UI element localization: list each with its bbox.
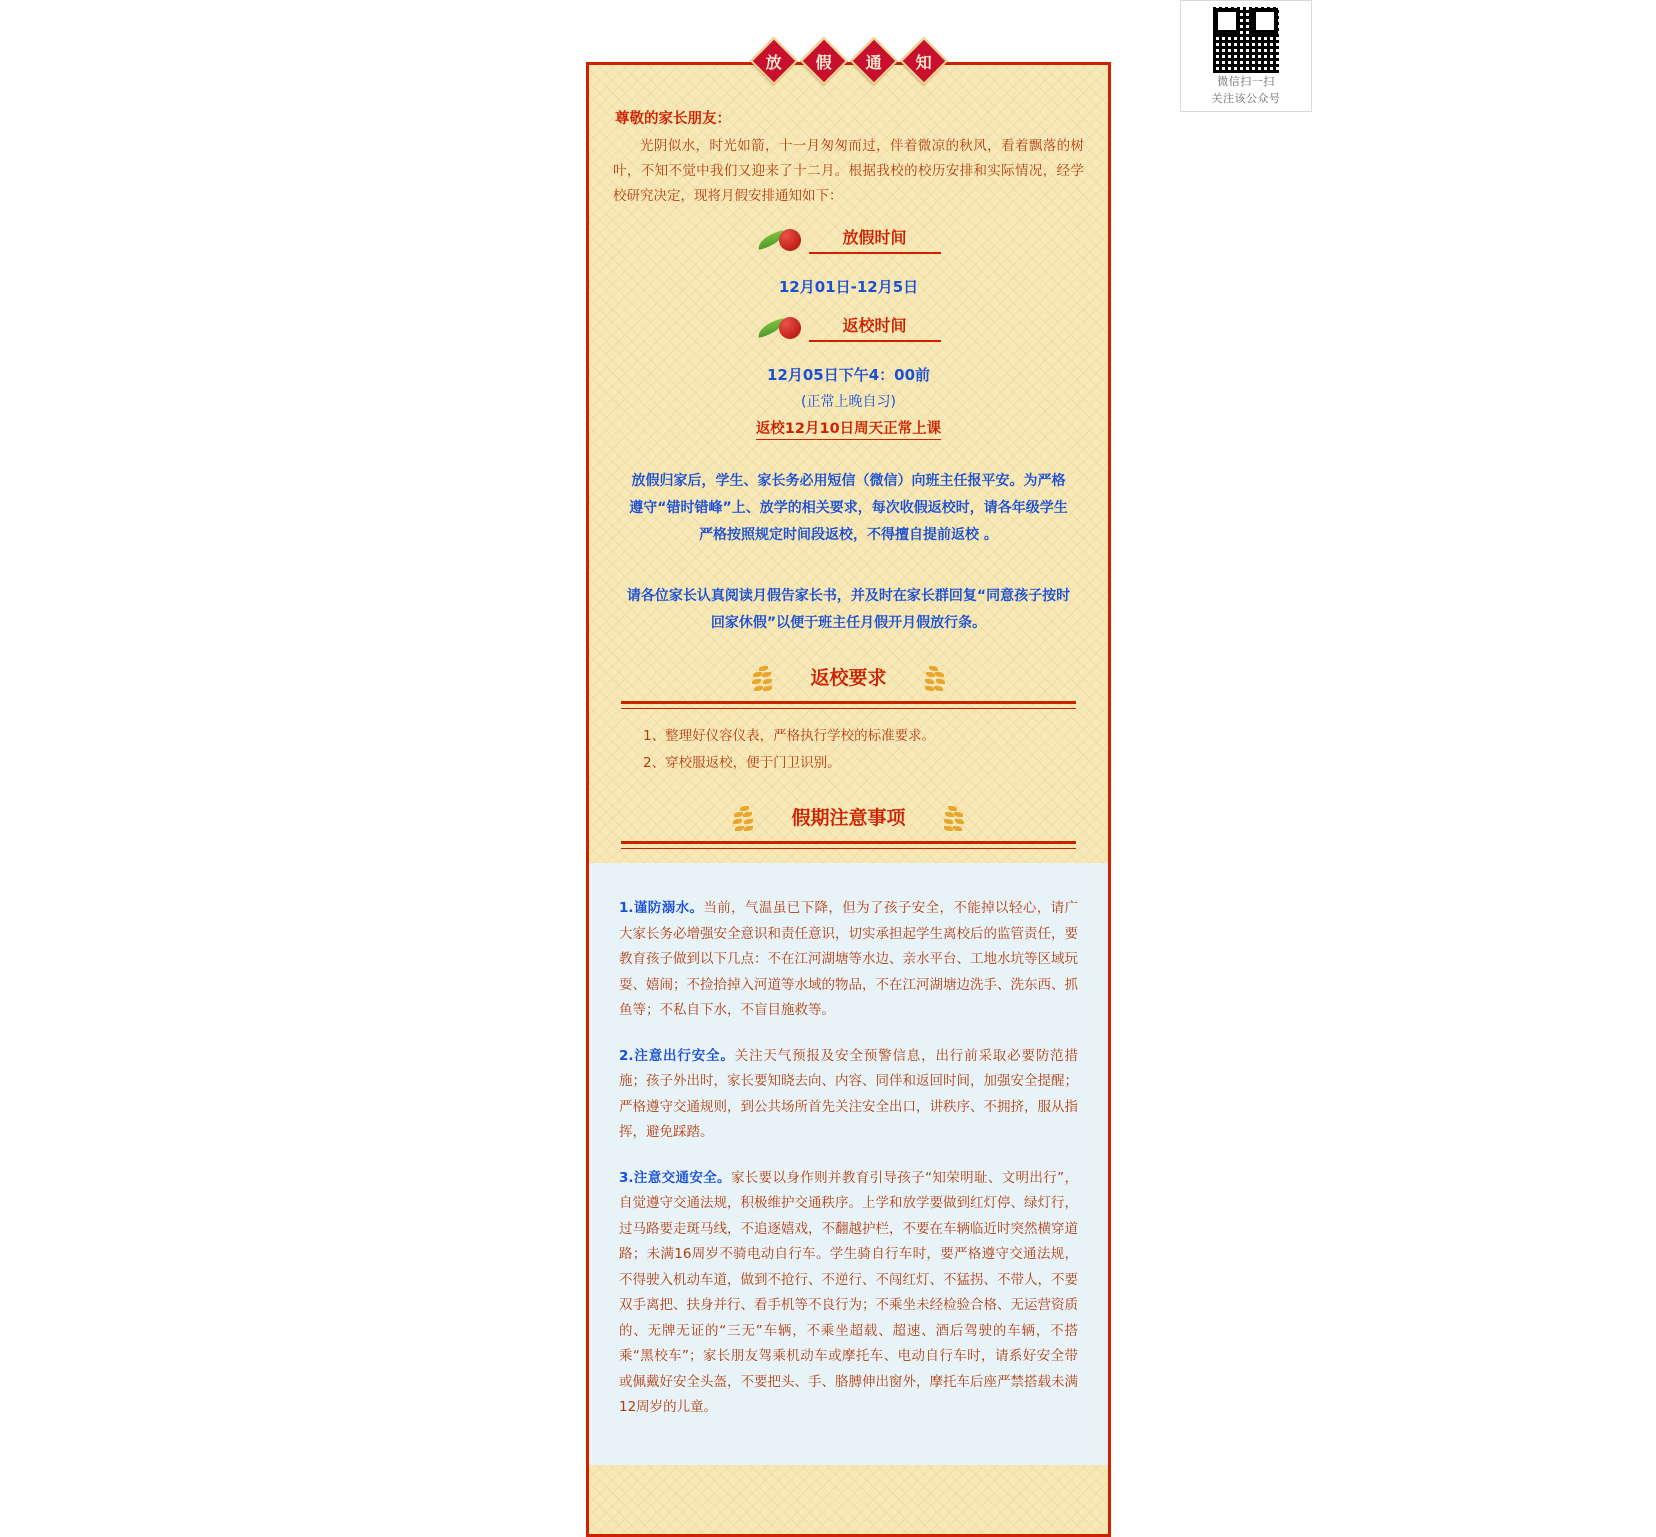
intro-paragraph: 光阴似水，时光如箭，十一月匆匆而过，伴着微凉的秋风，看着飘落的树叶，不知不觉中我们又迎来了十二月。根据我校的校历安排和实际情况，经学校研究决定，现将月假安排通知如下： (613, 138, 1084, 204)
note-lead: 2.注意出行安全。 (619, 1047, 735, 1064)
fruit-icon (757, 227, 803, 253)
section-holiday-dates-header (611, 225, 1086, 254)
return-date-note: 返校12月10日周天正常上课 (611, 417, 1086, 438)
list-item: 1、整理好仪容仪表，严格执行学校的标准要求。 (643, 727, 936, 744)
heading-return-requirements: 返校要求 (810, 667, 887, 689)
qr-scan-label: 微信扫一扫 (1217, 76, 1275, 88)
cherry-icon (779, 317, 801, 339)
section-title-return: 返校时间 (809, 313, 941, 342)
note-body: 家长要以身作则并教育引导孩子“知荣明耻、文明出行”，自觉遵守交通法规，积极维护交通秩序。上学和放学要做到红灯停、绿灯行，过马路要走斑马线，不追逐嬉戏，不翻越护栏，不要在车辆临近时突然横穿道路；未满16周岁不骑电动自行车。学生骑自行车时，要严格遵守交通法规，不得驶入机动车道，做到不抢行、不逆行、不闯红灯、不猛拐、不带人，不要双手离把、扶身并行、看手机等不良行为；不乘坐未经检验合格、无运营资质的、无牌无证的“三无”车辆，不乘坐超载、超速、酒后驾驶的车辆，不搭乘“黑校车”；家长朋友驾乘机动车或摩托车、电动自行车时，请系好安全带或佩戴好安全头盔，不要把头、手、胳膊伸出窗外，摩托车后座严禁搭载未满12周岁的儿童。 (619, 1169, 1078, 1416)
banner-diamond-4 (899, 37, 947, 85)
salutation: 尊敬的家长朋友： (615, 111, 731, 127)
qr-code-icon (1213, 7, 1279, 73)
blue-paragraph-2: 请各位家长认真阅读月假告家长书，并及时在家长群回复“同意孩子按时回家休假”以便于班主任月假开月假放行条。 (626, 588, 1071, 631)
list-item: 2、穿校服返校，便于门卫识别。 (643, 754, 841, 771)
wheat-icon-left (731, 805, 757, 835)
banner-char-2: 假 (815, 52, 832, 72)
note-body: 关注天气预报及安全预警信息，出行前采取必要防范措施；孩子外出时，家长要知晓去向、内容、同伴和返回时间，加强安全提醒；严格遵守交通规则，到公共场所首先关注安全出口，讲秩序、不拥挤，服从指挥，避免踩踏。 (619, 1047, 1079, 1141)
section-title-holiday: 放假时间 (809, 225, 941, 254)
holiday-date-range: 12月01日-12月5日 (778, 278, 919, 296)
cherry-icon (779, 229, 801, 251)
return-requirements-list (611, 723, 1086, 777)
title-banner (586, 44, 1111, 90)
wechat-qr-card (1180, 0, 1312, 112)
wheat-icon-right (940, 805, 966, 835)
fruit-icon (757, 315, 803, 341)
section-return-requirements-header (611, 663, 1086, 695)
wheat-icon-left (750, 665, 776, 695)
return-date-main: 12月05日下午4：00前 (766, 366, 931, 384)
heading-holiday-notes: 假期注意事项 (791, 806, 906, 829)
divider-thin (621, 848, 1076, 849)
holiday-notes-block (589, 863, 1108, 1465)
wheat-icon-right (921, 665, 947, 695)
banner-char-1: 放 (765, 52, 782, 72)
note-item (619, 1044, 1078, 1146)
banner-char-3: 通 (865, 52, 882, 72)
blue-paragraph-1: 放假归家后，学生、家长务必用短信（微信）向班主任报平安。为严格遵守“错时错峰”上、放学的相关要求，每次收假返校时，请各年级学生严格按照规定时间段返校，不得擅自提前返校 。 (629, 473, 1068, 543)
section-return-dates-header (611, 313, 1086, 342)
divider-thin (621, 708, 1076, 709)
note-lead: 3.注意交通安全。 (619, 1169, 731, 1186)
note-body: 当前，气温虽已下降，但为了孩子安全，不能掉以轻心，请广大家长务必增强安全意识和责任意识，切实承担起学生离校后的监管责任，要教育孩子做到以下几点：不在江河湖塘等水边、亲水平台、工地水坑等区域玩耍、嬉闹；不捡拾掉入河道等水域的物品，不在江河湖塘边洗手、洗东西、抓鱼等；不私自下水，不盲目施救等。 (619, 900, 1079, 1019)
note-lead: 1.谨防溺水。 (619, 900, 704, 917)
poster-content (589, 65, 1108, 1465)
divider-thick (621, 841, 1076, 848)
note-item (619, 1166, 1078, 1421)
note-item (619, 896, 1078, 1024)
banner-diamond-1 (749, 37, 797, 85)
return-date-sub: (正常上晚自习) (801, 394, 896, 410)
qr-follow-label: 关注该公众号 (1211, 93, 1281, 105)
banner-diamond-2 (799, 37, 847, 85)
notice-poster (586, 62, 1111, 1537)
banner-diamond-3 (849, 37, 897, 85)
section-holiday-notes-header (611, 803, 1086, 835)
divider-thick (621, 701, 1076, 708)
banner-char-4: 知 (915, 52, 932, 72)
